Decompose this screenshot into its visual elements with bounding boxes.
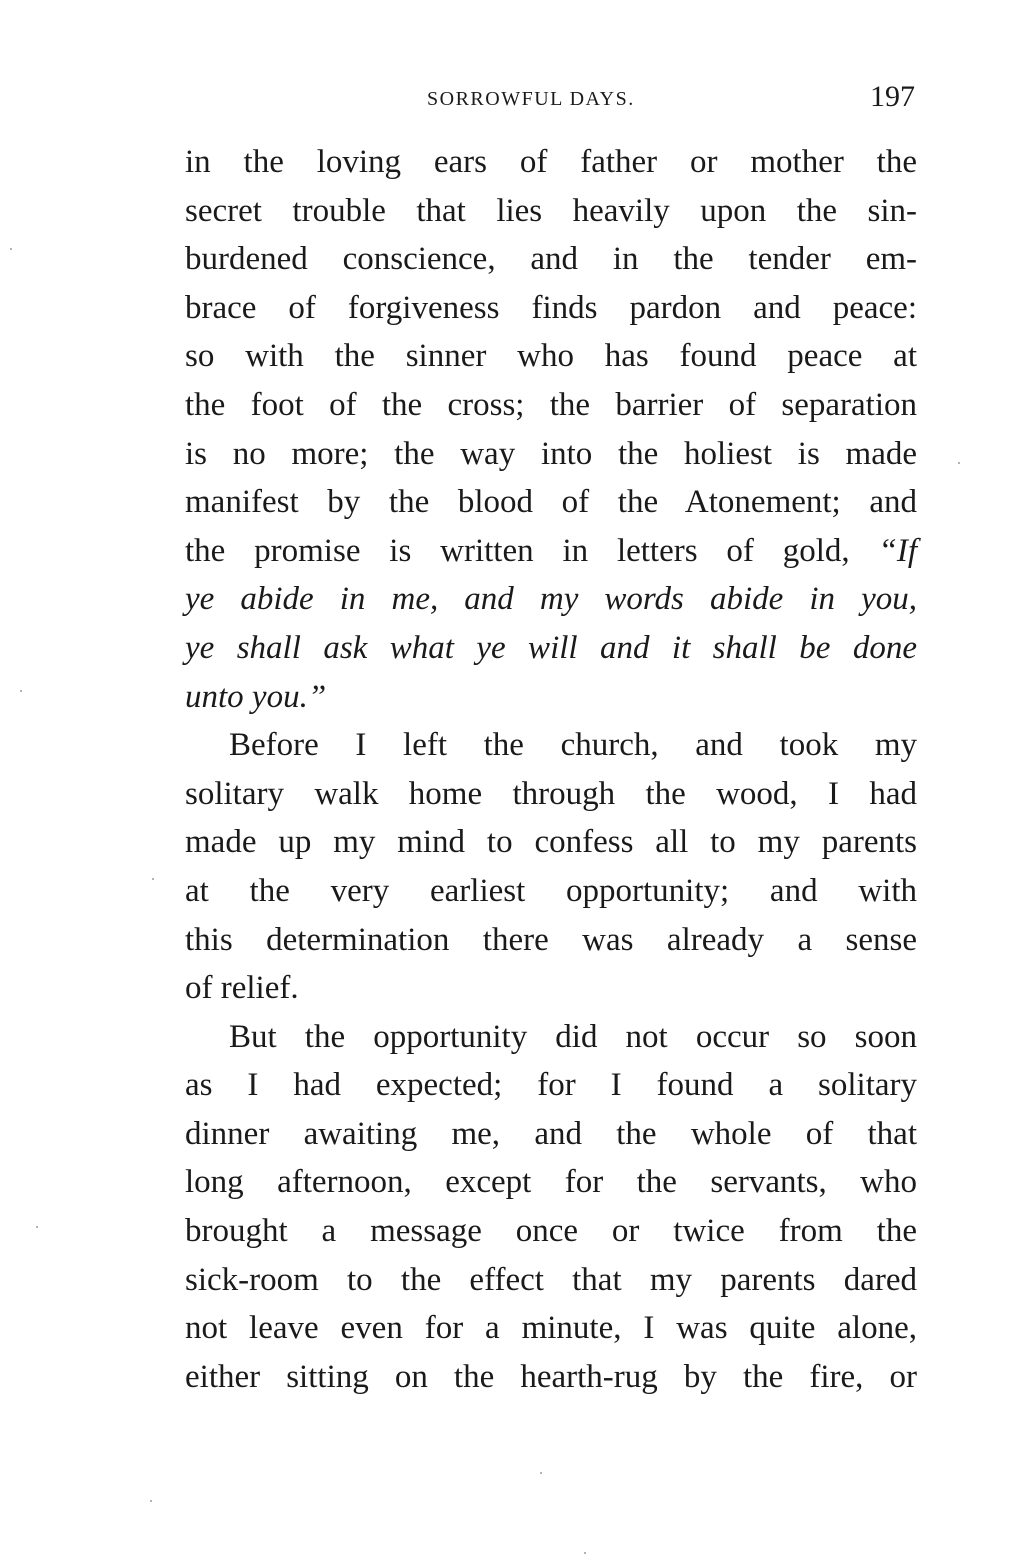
text-line: as I had expected; for I found a solitary (185, 1067, 917, 1104)
text-line: made up my mind to confess all to my parents (185, 824, 917, 861)
text-line: this determination there was already a sense (185, 921, 917, 958)
paragraph-first-line: But the opportunity did not occur so soon (229, 1018, 917, 1055)
text-segment: the promise is written in letters of gold, (185, 532, 850, 569)
paragraph-first-line: Before I left the church, and took my (229, 727, 917, 764)
scan-speck (540, 1472, 542, 1474)
scan-speck (20, 690, 22, 692)
text-line-mixed (185, 527, 917, 576)
scan-speck (152, 878, 154, 880)
running-title: SORROWFUL DAYS. (427, 88, 635, 110)
text-line: solitary walk home through the wood, I had (185, 775, 917, 812)
text-line: brought a message once or twice from the (185, 1213, 917, 1250)
text-line: brace of forgiveness finds pardon and peace: (185, 289, 917, 326)
text-line: at the very earliest opportunity; and with (185, 872, 917, 909)
italic-text-line: unto you.” (185, 678, 327, 715)
scan-speck (150, 1500, 152, 1502)
text-line: long afternoon, except for the servants, who (185, 1164, 917, 1201)
text-line: so with the sinner who has found peace at (185, 338, 917, 375)
scan-speck (10, 248, 12, 250)
body-text (185, 138, 917, 1401)
italic-text-line: ye abide in me, and my words abide in you, (185, 581, 917, 618)
text-line: in the loving ears of father or mother the (185, 144, 917, 180)
scan-speck (36, 1226, 38, 1228)
text-line: is no more; the way into the holiest is made (185, 435, 917, 472)
italic-text-line: ye shall ask what ye will and it shall be done (185, 629, 917, 666)
scan-speck (958, 462, 960, 464)
text-line: secret trouble that lies heavily upon the sin- (185, 192, 917, 229)
text-line: of relief. (185, 970, 299, 1007)
text-line: burdened conscience, and in the tender em- (185, 241, 917, 278)
text-line: either sitting on the hearth-rug by the fire, or (185, 1358, 917, 1395)
text-line: dinner awaiting me, and the whole of that (185, 1115, 917, 1152)
page-number: 197 (870, 80, 915, 113)
text-line: not leave even for a minute, I was quite alone, (185, 1310, 917, 1347)
running-head (185, 80, 917, 120)
italic-segment: “If (878, 532, 918, 569)
text-line: manifest by the blood of the Atonement; and (185, 484, 917, 521)
text-line: sick-room to the effect that my parents dared (185, 1261, 917, 1298)
text-line: the foot of the cross; the barrier of separation (185, 386, 917, 423)
